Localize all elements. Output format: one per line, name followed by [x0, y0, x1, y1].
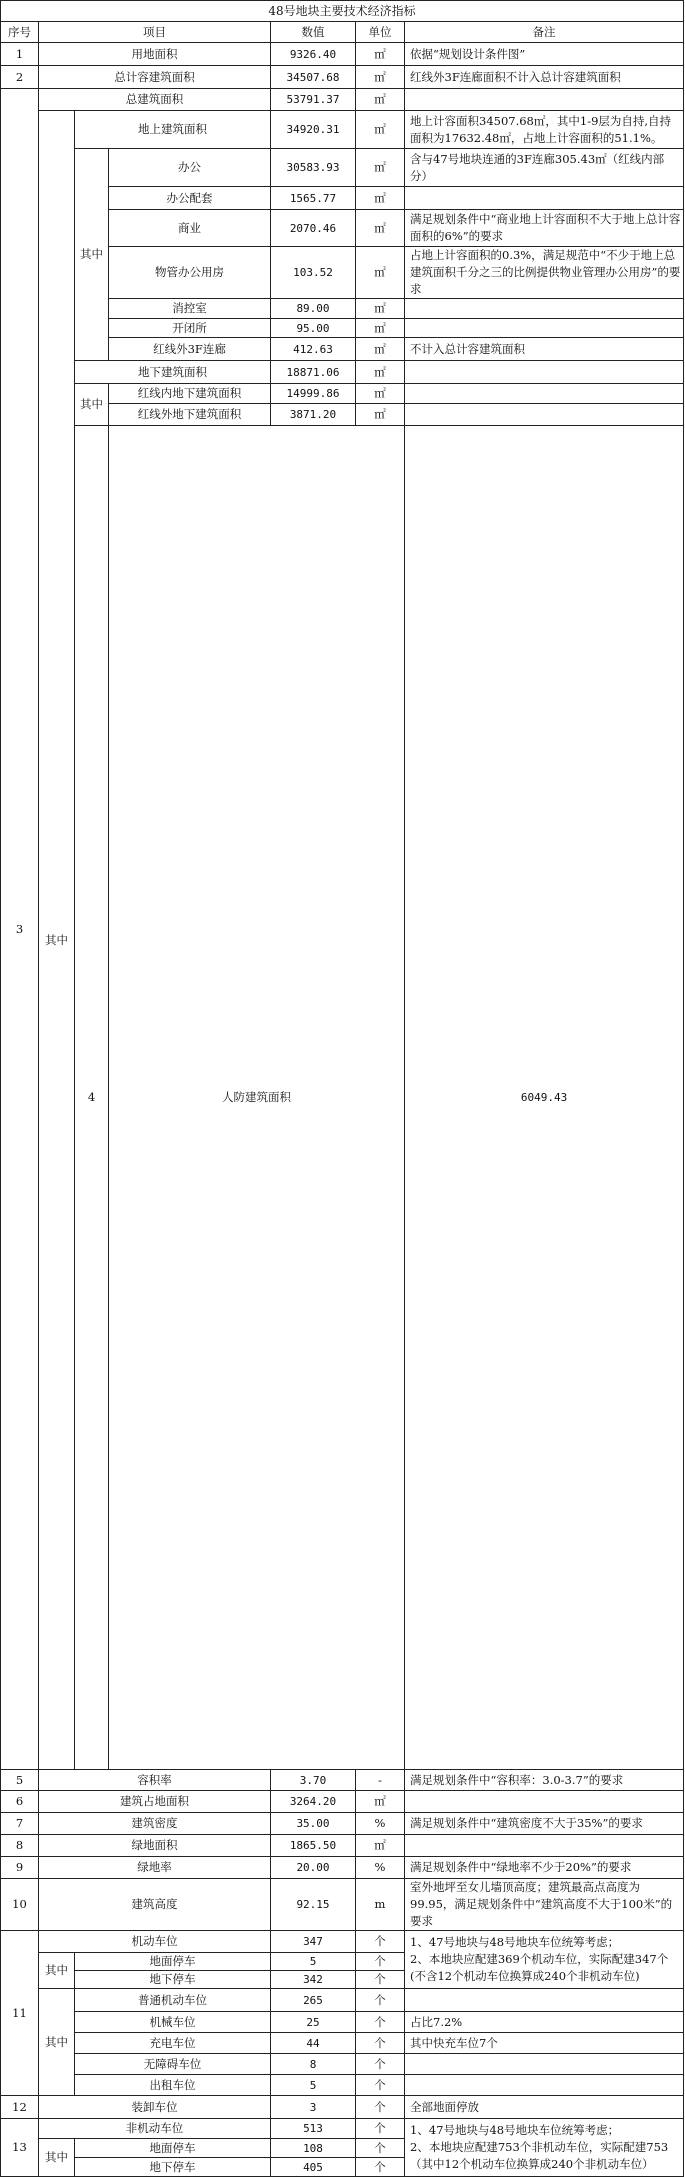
value-cell: 265: [271, 1989, 356, 2012]
table-row: [1, 66, 684, 89]
value-cell: 5: [271, 2075, 356, 2096]
value-cell: 25: [271, 2012, 356, 2033]
item-cell: 非机动车位: [39, 2119, 271, 2139]
value-cell: 3264.20: [271, 1791, 356, 1813]
seq-cell: 10: [1, 1879, 39, 1931]
item-cell: 红线外地下建筑面积: [109, 404, 271, 426]
note-cell: 室外地坪至女儿墙顶高度；建筑最高点高度为99.95，满足规划条件中“建筑高度不大于100米”的要求: [405, 1879, 684, 1931]
note-cell: 其中快充车位7个: [405, 2033, 684, 2054]
table-row: [1, 1770, 684, 1791]
unit-cell: ㎡: [356, 247, 405, 299]
value-cell: 1865.50: [271, 1835, 356, 1857]
header-value: 数值: [271, 22, 356, 43]
table-row: [1, 1857, 684, 1879]
unit-cell: %: [356, 1813, 405, 1835]
unit-cell: ㎡: [356, 338, 405, 361]
unit-cell: 个: [356, 2139, 405, 2158]
note-cell: 满足规划条件中“绿地率不少于20%”的要求: [405, 1857, 684, 1879]
table-row: [1, 2119, 684, 2139]
value-cell: 405: [271, 2158, 356, 2177]
unit-cell: 个: [356, 1971, 405, 1989]
note-cell: [405, 319, 684, 338]
value-cell: 89.00: [271, 299, 356, 319]
unit-cell: ㎡: [356, 149, 405, 187]
value-cell: 34920.31: [271, 111, 356, 149]
note-cell: [405, 384, 684, 404]
item-cell: 红线外3F连廊: [109, 338, 271, 361]
note-cell: 满足规划条件中“商业地上计容面积不大于地上总计容面积的6%”的要求: [405, 210, 684, 247]
note-line: 1、47号地块与48号地块车位统筹考虑；: [410, 1935, 620, 1949]
value-cell: 30583.93: [271, 149, 356, 187]
table-row: [1, 2012, 684, 2033]
unit-cell: 个: [356, 2033, 405, 2054]
value-cell: 5: [271, 1953, 356, 1971]
item-cell: 绿地面积: [39, 1835, 271, 1857]
note-cell: [405, 299, 684, 319]
table-row: [1, 426, 684, 1770]
qizhong-label: 其中: [39, 2139, 75, 2177]
unit-cell: ㎡: [356, 89, 405, 111]
note-cell: [405, 1931, 684, 1989]
value-cell: 2070.46: [271, 210, 356, 247]
value-cell: 103.52: [271, 247, 356, 299]
seq-cell: 8: [1, 1835, 39, 1857]
value-cell: 18871.06: [271, 361, 356, 384]
header-note: 备注: [405, 22, 684, 43]
unit-cell: m: [356, 1879, 405, 1931]
note-cell: 全部地面停放: [405, 2096, 684, 2119]
unit-cell: ㎡: [356, 299, 405, 319]
qizhong-label: 其中: [75, 384, 109, 426]
unit-cell: -: [356, 1770, 405, 1791]
note-line: 2、本地块应配建369个机动车位，实际配建347个(不含12个机动车位换算成240个非机动车位): [410, 1952, 669, 1983]
item-cell: 地下停车: [75, 1971, 271, 1989]
item-cell: 办公配套: [109, 187, 271, 210]
value-cell: 3871.20: [271, 404, 356, 426]
note-line: 2、本地块应配建753个非机动车位，实际配建753（其中12个机动车位换算成240个非机动车位）: [410, 2140, 669, 2171]
note-cell: [405, 361, 684, 384]
value-cell: 95.00: [271, 319, 356, 338]
table-row: [1, 361, 684, 384]
unit-cell: 个: [356, 2096, 405, 2119]
unit-cell: %: [356, 1857, 405, 1879]
unit-cell: ㎡: [356, 210, 405, 247]
note-cell: [405, 1835, 684, 1857]
note-cell: 满足规划条件中“容积率：3.0-3.7”的要求: [405, 1770, 684, 1791]
table-row: [1, 89, 684, 111]
item-cell: 地下停车: [75, 2158, 271, 2177]
value-cell: 6049.43: [405, 426, 684, 1770]
note-cell: [405, 2054, 684, 2075]
item-cell: 开闭所: [109, 319, 271, 338]
unit-cell: ㎡: [356, 43, 405, 66]
item-cell: 普通机动车位: [75, 1989, 271, 2012]
table-row: [1, 1931, 684, 1953]
item-cell: 总计容建筑面积: [39, 66, 271, 89]
note-cell: 满足规划条件中“建筑密度不大于35%”的要求: [405, 1813, 684, 1835]
value-cell: 108: [271, 2139, 356, 2158]
item-cell: 消控室: [109, 299, 271, 319]
item-cell: 人防建筑面积: [109, 426, 405, 1770]
table-title: 48号地块主要技术经济指标: [1, 1, 684, 22]
note-cell: 依据“规划设计条件图”: [405, 43, 684, 66]
value-cell: 34507.68: [271, 66, 356, 89]
value-cell: 3: [271, 2096, 356, 2119]
note-cell: 占比7.2%: [405, 2012, 684, 2033]
table-row: [1, 2075, 684, 2096]
value-cell: 9326.40: [271, 43, 356, 66]
item-cell: 地面停车: [75, 2139, 271, 2158]
note-line: 1、47号地块与48号地块车位统筹考虑；: [410, 2123, 620, 2137]
value-cell: 53791.37: [271, 89, 356, 111]
seq-cell: 4: [75, 426, 109, 1770]
note-cell: [405, 187, 684, 210]
seq-cell: 9: [1, 1857, 39, 1879]
value-cell: 35.00: [271, 1813, 356, 1835]
value-cell: 3.70: [271, 1770, 356, 1791]
unit-cell: ㎡: [356, 1791, 405, 1813]
value-cell: 412.63: [271, 338, 356, 361]
note-cell: 占地上计容面积的0.3%，满足规范中“不少于地上总建筑面积千分之三的比例提供物业管理办公用房”的要求: [405, 247, 684, 299]
table-row: [1, 1989, 684, 2012]
table-row: [1, 149, 684, 187]
item-cell: 机械车位: [75, 2012, 271, 2033]
value-cell: 20.00: [271, 1857, 356, 1879]
item-cell: 地下建筑面积: [75, 361, 271, 384]
item-cell: 地面停车: [75, 1953, 271, 1971]
value-cell: 1565.77: [271, 187, 356, 210]
item-cell: 商业: [109, 210, 271, 247]
table-row: [1, 1835, 684, 1857]
value-cell: 14999.86: [271, 384, 356, 404]
seq-cell: 6: [1, 1791, 39, 1813]
note-cell: [405, 1989, 684, 2012]
unit-cell: ㎡: [356, 111, 405, 149]
table-row: [1, 1791, 684, 1813]
note-cell: 含与47号地块连通的3F连廊305.43㎡（红线内部分）: [405, 149, 684, 187]
unit-cell: 个: [356, 2119, 405, 2139]
item-cell: 充电车位: [75, 2033, 271, 2054]
item-cell: 物管办公用房: [109, 247, 271, 299]
value-cell: 44: [271, 2033, 356, 2054]
seq-cell: 5: [1, 1770, 39, 1791]
item-cell: 建筑密度: [39, 1813, 271, 1835]
item-cell: 无障碍车位: [75, 2054, 271, 2075]
qizhong-label: 其中: [75, 149, 109, 361]
unit-cell: 个: [356, 2075, 405, 2096]
seq-cell: 3: [1, 89, 39, 1770]
header-unit: 单位: [356, 22, 405, 43]
item-cell: 建筑占地面积: [39, 1791, 271, 1813]
table-row: [1, 384, 684, 404]
unit-cell: ㎡: [356, 404, 405, 426]
item-cell: 办公: [109, 149, 271, 187]
table-row: [1, 1879, 684, 1931]
item-cell: 装卸车位: [39, 2096, 271, 2119]
table-row: [1, 111, 684, 149]
header-row: [1, 22, 684, 43]
value-cell: 347: [271, 1931, 356, 1953]
unit-cell: 个: [356, 2158, 405, 2177]
note-cell: [405, 2075, 684, 2096]
table-row: [1, 2096, 684, 2119]
note-cell: 不计入总计容建筑面积: [405, 338, 684, 361]
note-cell: [405, 2119, 684, 2177]
value-cell: 513: [271, 2119, 356, 2139]
value-cell: 8: [271, 2054, 356, 2075]
note-cell: [405, 1791, 684, 1813]
unit-cell: 个: [356, 1953, 405, 1971]
qizhong-label: 其中: [39, 1953, 75, 1989]
table-row: [1, 43, 684, 66]
header-seq: 序号: [1, 22, 39, 43]
item-cell: 地上建筑面积: [75, 111, 271, 149]
item-cell: 总建筑面积: [39, 89, 271, 111]
qizhong-label: 其中: [39, 1989, 75, 2096]
item-cell: 用地面积: [39, 43, 271, 66]
unit-cell: 个: [356, 1931, 405, 1953]
qizhong-label: 其中: [39, 111, 75, 1770]
note-cell: [405, 89, 684, 111]
header-item: 项目: [39, 22, 271, 43]
unit-cell: 个: [356, 1989, 405, 2012]
item-cell: 绿地率: [39, 1857, 271, 1879]
unit-cell: ㎡: [356, 187, 405, 210]
note-cell: [405, 404, 684, 426]
note-cell: 红线外3F连廊面积不计入总计容建筑面积: [405, 66, 684, 89]
unit-cell: 个: [356, 2012, 405, 2033]
item-cell: 容积率: [39, 1770, 271, 1791]
table-row: [1, 2054, 684, 2075]
unit-cell: 个: [356, 2054, 405, 2075]
item-cell: 建筑高度: [39, 1879, 271, 1931]
unit-cell: ㎡: [356, 319, 405, 338]
value-cell: 92.15: [271, 1879, 356, 1931]
table-row: [1, 1813, 684, 1835]
value-cell: 342: [271, 1971, 356, 1989]
item-cell: 红线内地下建筑面积: [109, 384, 271, 404]
seq-cell: 13: [1, 2119, 39, 2177]
seq-cell: 7: [1, 1813, 39, 1835]
item-cell: 机动车位: [39, 1931, 271, 1953]
note-cell: 地上计容面积34507.68㎡，其中1-9层为自持,自持面积为17632.48㎡，占地上计容面积的51.1%。: [405, 111, 684, 149]
unit-cell: ㎡: [356, 361, 405, 384]
seq-cell: 11: [1, 1931, 39, 2096]
seq-cell: 1: [1, 43, 39, 66]
item-cell: 出租车位: [75, 2075, 271, 2096]
unit-cell: ㎡: [356, 1835, 405, 1857]
table-row: [1, 2033, 684, 2054]
unit-cell: ㎡: [356, 66, 405, 89]
seq-cell: 2: [1, 66, 39, 89]
unit-cell: ㎡: [356, 384, 405, 404]
title-row: [1, 1, 684, 22]
seq-cell: 12: [1, 2096, 39, 2119]
